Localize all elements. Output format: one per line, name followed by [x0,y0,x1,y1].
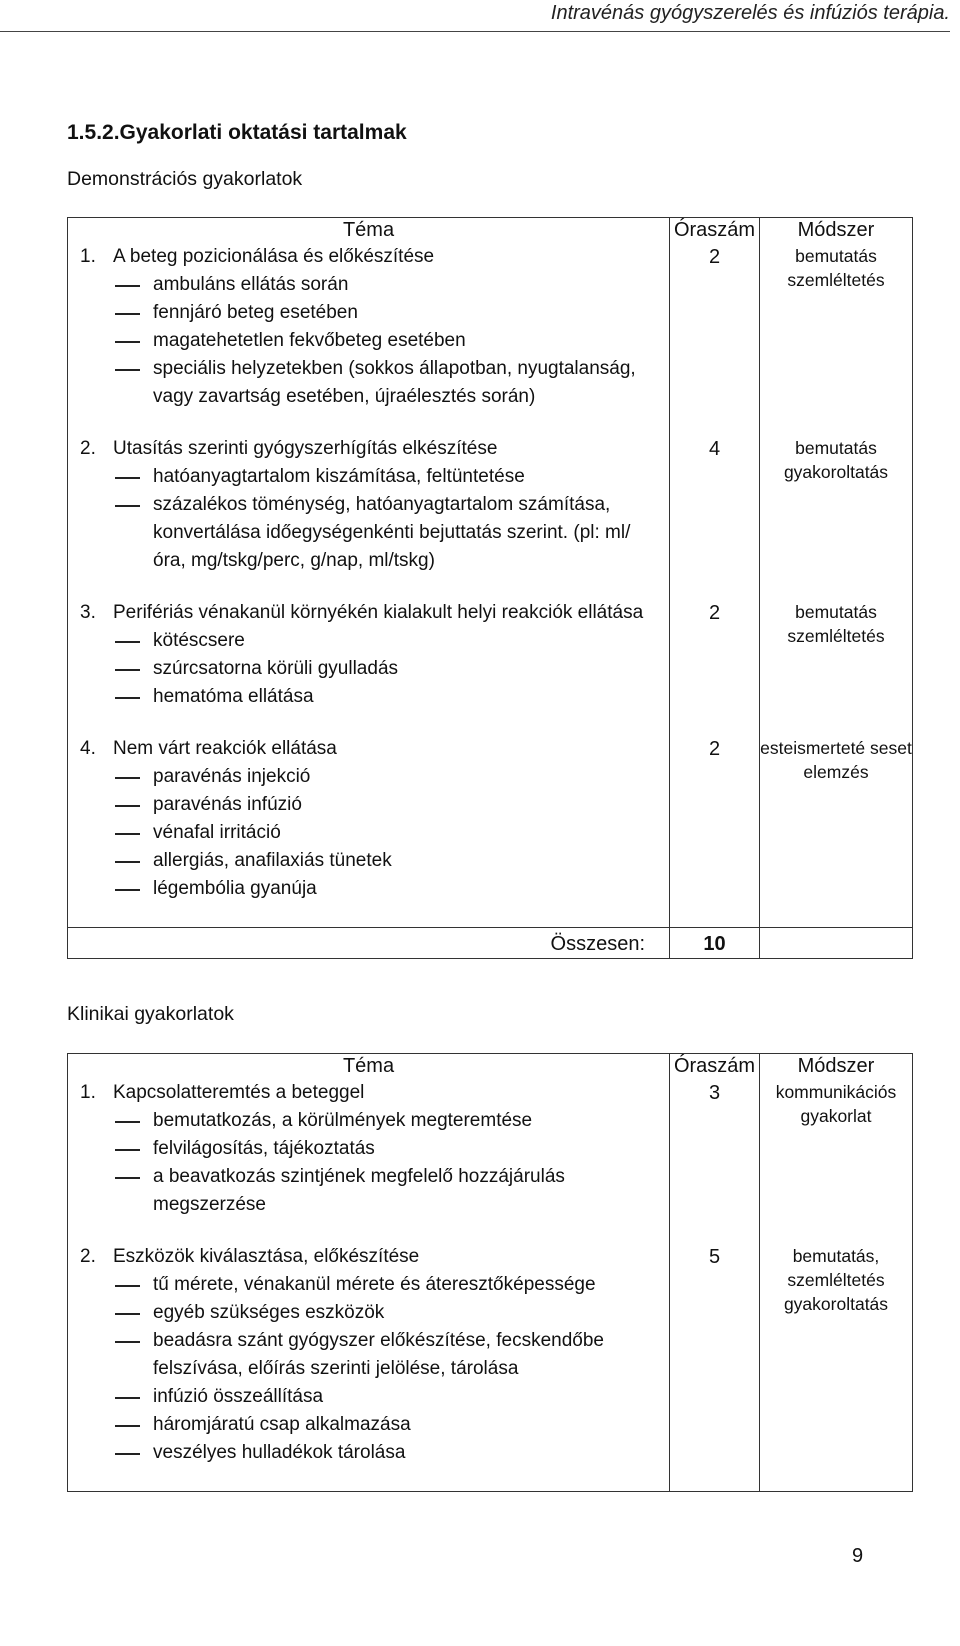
demo-table [67,217,913,959]
dash-bullet [68,1439,153,1467]
col-header-hours: Óraszám [670,1054,760,1080]
col-header-method: Módszer [760,218,913,244]
list-item: veszélyes hulladékok tárolása [153,1442,406,1463]
dash-bullet [68,627,153,655]
table-row [68,1079,913,1243]
list-item: felvilágosítás, tájékoztatás [153,1138,375,1159]
dash-bullet [68,1271,153,1299]
list-item: hatóanyagtartalom kiszámítása, feltüntetése [153,466,525,487]
list-item: százalékos töménység, hatóanyagtartalom számítása, konvertálása időegységenkénti bejuttatás szerint. (pl: ml/óra, mg/tskg/perc, g/nap, ml/tskg) [153,494,631,571]
running-header [0,0,950,32]
hours-cell: 5 [670,1243,760,1492]
topic-cell [68,599,670,735]
method-cell: bemutatás, szemléltetés gyakoroltatás [760,1243,913,1492]
table-row [68,599,913,735]
dash-bullet [68,875,153,903]
list-item: paravénás injekció [153,766,311,787]
list-item: paravénás infúzió [153,794,302,815]
list-item: vénafal irritáció [153,822,281,843]
dash-bullet [68,819,153,847]
dash-bullet [68,847,153,875]
demo-subheading: Demonstrációs gyakorlatok [67,168,303,190]
col-header-topic: Téma [68,1054,670,1080]
total-value: 10 [670,928,760,959]
table-row [68,435,913,599]
list-item: allergiás, anafilaxiás tünetek [153,850,392,871]
topic-number: 2. [80,1246,96,1267]
method-cell: bemutatás szemléltetés [760,243,913,435]
dash-bullet [68,763,153,791]
method-cell: kommunikációs gyakorlat [760,1079,913,1243]
method-cell: esteismerteté seset elemzés [760,735,913,928]
dash-bullet [68,1327,153,1383]
dash-bullet [68,1383,153,1411]
list-item: magatehetetlen fekvőbeteg esetében [153,330,466,351]
list-item: a beavatkozás szintjének megfelelő hozzájárulás megszerzése [153,1166,565,1215]
table-row [68,1243,913,1492]
hours-cell: 2 [670,735,760,928]
page-number: 9 [852,1545,864,1567]
topic-title: Eszközök kiválasztása, előkészítése [113,1246,420,1267]
list-item: egyéb szükséges eszközök [153,1302,385,1323]
topic-number: 4. [80,738,96,759]
list-item: tű mérete, vénakanül mérete és áteresztőképessége [153,1274,596,1295]
col-header-topic: Téma [68,218,670,244]
topic-number: 1. [80,246,96,267]
topic-title: Nem várt reakciók ellátása [113,738,337,759]
total-label: Összesen: [68,928,670,959]
hours-cell: 3 [670,1079,760,1243]
hours-cell: 4 [670,435,760,599]
hours-cell: 2 [670,599,760,735]
list-item: infúzió összeállítása [153,1386,324,1407]
hours-cell: 2 [670,243,760,435]
list-item: beadásra szánt gyógyszer előkészítése, fecskendőbe felszívása, előírás szerinti jelölése, tárolása [153,1330,604,1379]
clinical-subheading: Klinikai gyakorlatok [67,1003,234,1025]
topic-number: 2. [80,438,96,459]
dash-bullet [68,791,153,819]
list-item: speciális helyzetekben (sokkos állapotban, nyugtalanság, vagy zavartság esetében, újraélesztés során) [153,358,636,407]
col-header-method: Módszer [760,1054,913,1080]
list-item: légembólia gyanúja [153,878,317,899]
list-item: fennjáró beteg esetében [153,302,358,323]
topic-cell [68,243,670,435]
list-item: kötéscsere [153,630,245,651]
col-header-hours: Óraszám [670,218,760,244]
section-heading: 1.5.2.Gyakorlati oktatási tartalmak [67,121,407,144]
topic-cell [68,1243,670,1492]
dash-bullet [68,1299,153,1327]
method-cell: bemutatás szemléltetés [760,599,913,735]
dash-bullet [68,327,153,355]
topic-title: Perifériás vénakanül környékén kialakult helyi reakciók ellátása [113,602,644,623]
list-item: szúrcsatorna körüli gyulladás [153,658,399,679]
running-header-text: Intravénás gyógyszerelés és infúziós terápia. [550,2,950,24]
dash-bullet [68,655,153,683]
list-item: háromjáratú csap alkalmazása [153,1414,411,1435]
dash-bullet [68,491,153,575]
table-row [68,735,913,928]
clinical-table [67,1053,913,1492]
dash-bullet [68,1163,153,1219]
list-item: bemutatkozás, a körülmények megteremtése [153,1110,533,1131]
total-row [68,928,913,959]
table-row [68,243,913,435]
dash-bullet [68,1411,153,1439]
topic-cell [68,1079,670,1243]
topic-number: 3. [80,602,96,623]
list-item: ambuláns ellátás során [153,274,349,295]
dash-bullet [68,683,153,711]
topic-cell [68,435,670,599]
topic-title: Utasítás szerinti gyógyszerhígítás elkészítése [113,438,498,459]
total-empty-cell [760,928,913,959]
dash-bullet [68,271,153,299]
dash-bullet [68,463,153,491]
topic-title: A beteg pozicionálása és előkészítése [113,246,435,267]
topic-cell [68,735,670,928]
list-item: hematóma ellátása [153,686,314,707]
dash-bullet [68,355,153,411]
topic-number: 1. [80,1082,96,1103]
dash-bullet [68,1135,153,1163]
method-cell: bemutatás gyakoroltatás [760,435,913,599]
dash-bullet [68,299,153,327]
dash-bullet [68,1107,153,1135]
topic-title: Kapcsolatteremtés a beteggel [113,1082,365,1103]
